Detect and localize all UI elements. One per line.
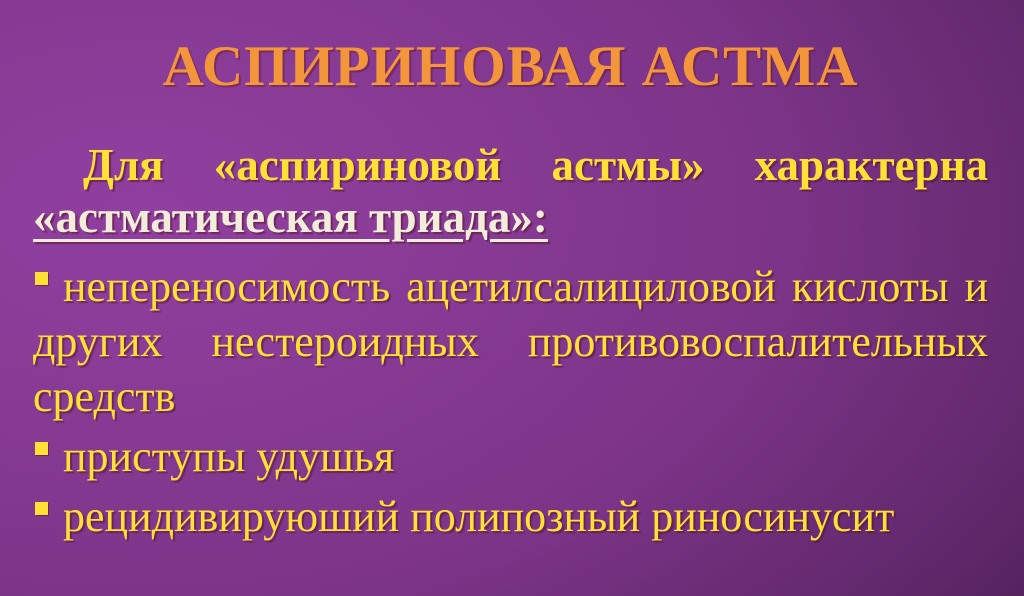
list-item (33, 489, 988, 544)
intro-line-2-underlined: «астматическая триада»: (33, 192, 548, 243)
list-item (33, 429, 988, 484)
bullet-square-icon (35, 442, 48, 455)
bullet-line: средств (33, 372, 176, 422)
intro-line-1: Для «аспириновой астмы» характерна (83, 140, 988, 190)
bullet-line: рецидивируюший полипозный риносинусит (63, 492, 895, 542)
intro-paragraph (33, 139, 988, 243)
bullet-list (33, 259, 988, 544)
bullet-square-icon (35, 502, 48, 515)
slide-title: АСПИРИНОВАЯ АСТМА (162, 35, 859, 98)
bullet-square-icon (35, 272, 48, 285)
list-item (33, 259, 988, 424)
bullet-line: непереносимость ацетилсалициловой кислоты и (63, 262, 988, 312)
bullet-line: других нестероидных противовоспалительных (33, 317, 988, 367)
bullet-line: приступы удушья (63, 432, 395, 482)
